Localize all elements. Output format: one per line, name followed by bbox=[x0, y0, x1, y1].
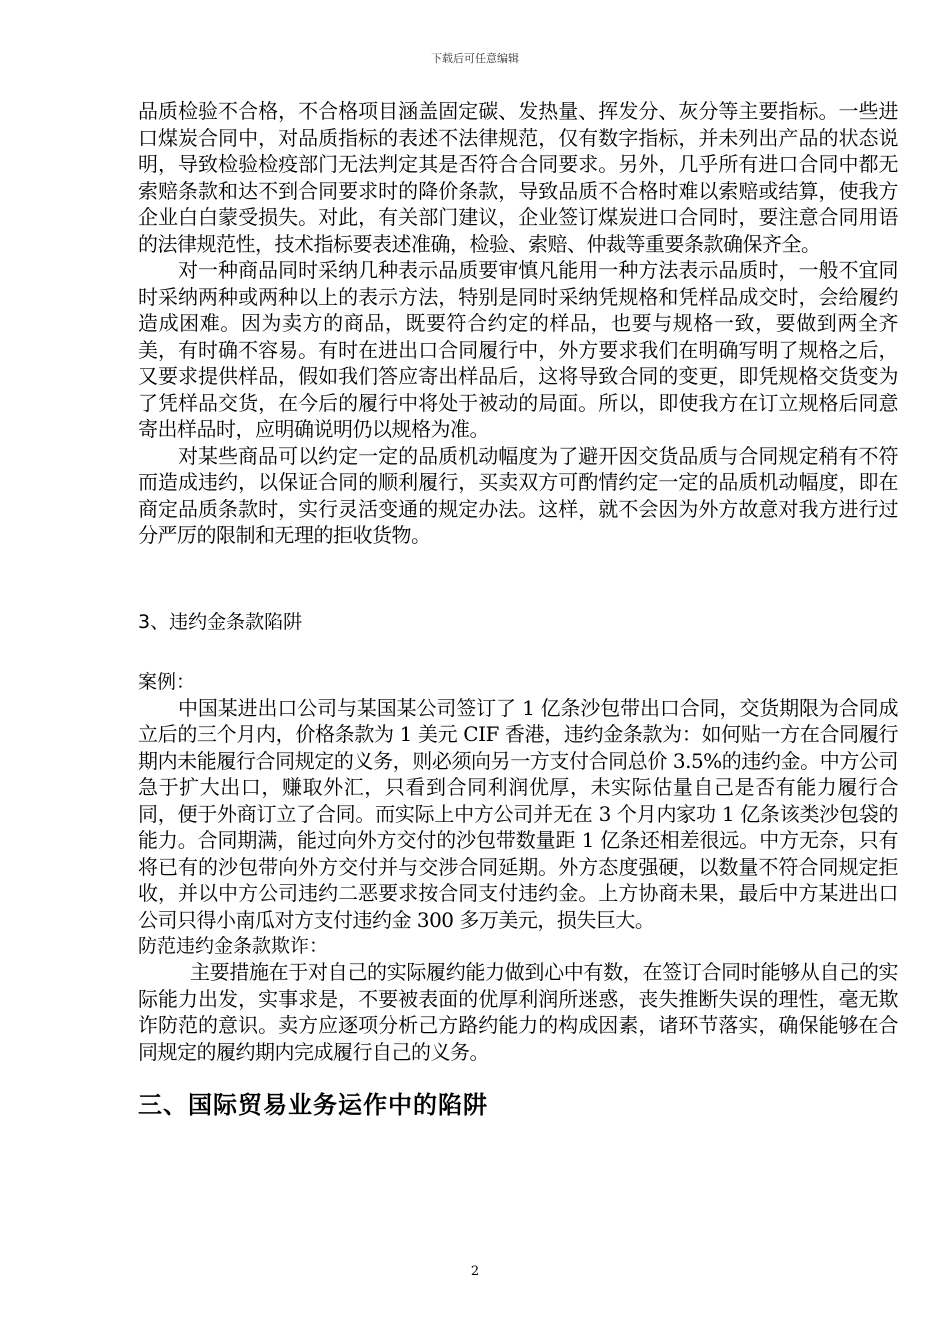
paragraph-case: 中国某进出口公司与某国某公司签订了 1 亿条沙包带出口合同，交货期限为合同成立后的三个月内，价格条款为 1 美元 CIF 香港，违约金条款为：如何贴一方在合同履行期内未能履行合同规定的义务，则必须向另一方支付合同总价 3.5%的违约金。中方公司急于扩大出口，赚取外汇，只看到合同利润优厚，未实际估量自己是否有能力履行合同，便于外商订立了合同。而实际上中方公司并无在 3 个月内家功 1 亿条该类沙包袋的能力。合同期满，能过向外方交付的沙包带数量距 1 亿条还相差很远。中方无奈，只有将已有的沙包带向外方交付并与交涉合同延期。外方态度强硬，以数量不符合同规定拒收，并以中方公司违约二恶要求按合同支付违约金。上方协商未果，最后中方某进出口公司只得小南瓜对方支付违约金 300 多万美元，损失巨大。 bbox=[138, 695, 898, 932]
spacer bbox=[138, 635, 898, 669]
page-content bbox=[138, 98, 898, 1121]
paragraph-quality-methods: 对一种商品同时采纳几种表示品质要审慎凡能用一种方法表示品质时，一般不宜同时采纳两种或两种以上的表示方法，特别是同时采纳凭规格和凭样品成交时，会给履约造成困难。因为卖方的商品，既要符合约定的样品，也要与规格一致，要做到两全齐美，有时确不容易。有时在进出口合同履行中，外方要求我们在明确写明了规格之后，又要求提供样品，假如我们答应寄出样品后，这将导致合同的变更，即凭规格交货变为了凭样品交货，在今后的履行中将处于被动的局面。所以，即使我方在订立规格后同意寄出样品时，应明确说明仍以规格为准。 bbox=[138, 258, 898, 441]
paragraph-prevention: 主要措施在于对自己的实际履约能力做到心中有数，在签订合同时能够从自己的实际能力出发，实事求是，不要被表面的优厚利润所迷惑，丧失推断失误的理性，毫无欺诈防范的意识。卖方应逐项分析己方路约能力的构成因素，诸环节落实，确保能够在合同规定的履约期内完成履行自己的义务。 bbox=[138, 960, 898, 1064]
page-number: 2 bbox=[470, 1264, 480, 1279]
section-title-penalty-clause: 3、违约金条款陷阱 bbox=[138, 610, 303, 633]
spacer bbox=[138, 1065, 898, 1089]
chapter-heading-three: 三、国际贸易业务运作中的陷阱 bbox=[138, 1091, 488, 1119]
paragraph-quality-tolerance: 对某些商品可以约定一定的品质机动幅度为了避开因交货品质与合同规定稍有不符而造成违约，以保证合同的顺利履行，买卖双方可酌情约定一定的品质机动幅度，即在商定品质条款时，实行灵活变通的规定办法。这样，就不会因为外方故意对我方进行过分严厉的限制和无理的拒收货物。 bbox=[138, 443, 898, 547]
spacer bbox=[138, 549, 898, 609]
paragraph-quality-inspection: 品质检验不合格，不合格项目涵盖固定碳、发热量、挥发分、灰分等主要指标。一些进口煤炭合同中，对品质指标的表述不法律规范，仅有数字指标，并未列出产品的状态说明，导致检验检疫部门无法判定其是否符合合同要求。另外，几乎所有进口合同中都无索赔条款和达不到合同要求时的降价条款，导致品质不合格时难以索赔或结算，使我方企业白白蒙受损失。对此，有关部门建议，企业签订煤炭进口合同时，要注意合同用语的法律规范性，技术指标要表述准确，检验、索赔、仲裁等重要条款确保齐全。 bbox=[138, 99, 898, 256]
prevention-label: 防范违约金条款欺诈： bbox=[138, 935, 329, 957]
page-header: 下载后可任意编辑 bbox=[431, 52, 519, 65]
case-label: 案例： bbox=[138, 670, 196, 693]
